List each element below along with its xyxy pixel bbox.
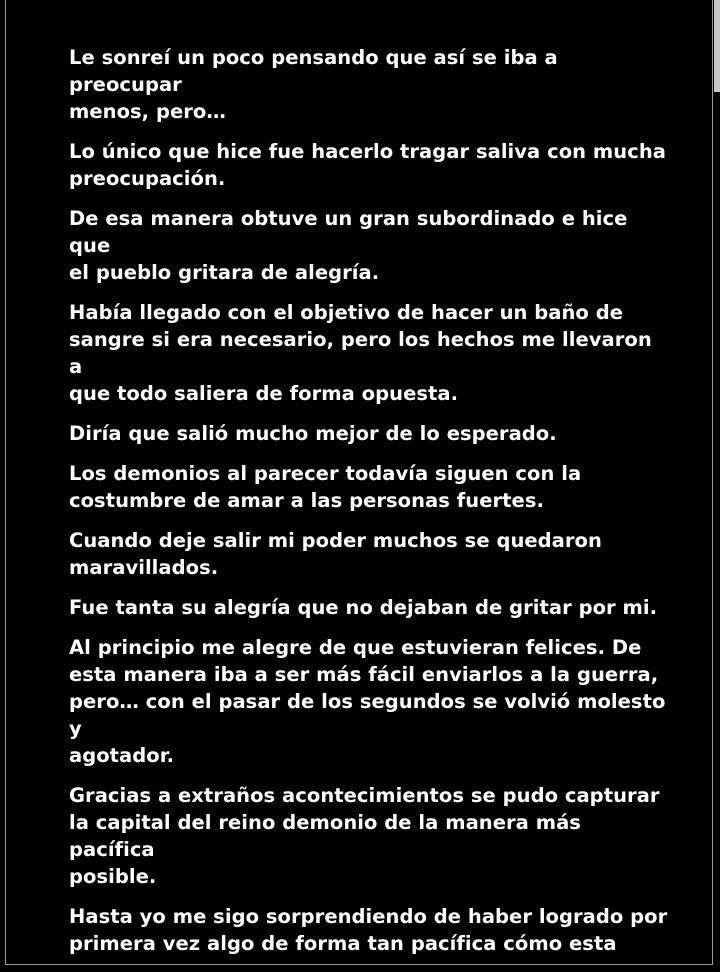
paragraph: Fue tanta su alegría que no dejaban de gritar por mi. (69, 596, 658, 619)
paragraph: Diría que salió mucho mejor de lo esperado. (69, 422, 557, 445)
paragraph: Cuando deje salir mi poder muchos se quedaron maravillados. (69, 529, 602, 579)
paragraph: De esa manera obtuve un gran subordinado e hice que el pueblo gritara de alegría. (69, 207, 628, 284)
paragraph: Gracias a extraños acontecimientos se pudo capturar la capital del reino demonio de la manera más pacífica posible. (69, 784, 660, 888)
paragraph: Había llegado con el objetivo de hacer un baño de sangre si era necesario, pero los hechos me llevaron a que todo saliera de forma opuesta. (69, 301, 652, 405)
vertical-scrollbar[interactable] (714, 0, 720, 972)
paragraph: Le sonreí un poco pensando que así se iba a preocupar menos, pero… (69, 46, 558, 123)
paragraph: Hasta yo me sigo sorprendiendo de haber logrado por primera vez algo de forma tan pacífica cómo esta (69, 905, 668, 955)
paragraph: Los demonios al parecer todavía siguen con la costumbre de amar a las personas fuertes. (69, 462, 582, 512)
paragraph: Lo único que hice fue hacerlo tragar saliva con mucha preocupación. (69, 140, 666, 190)
reading-text-area (69, 44, 669, 970)
paragraph: Al principio me alegre de que estuvieran felices. De esta manera iba a ser más fácil enviarlos a la guerra, pero… con el pasar de los segundos se volvió molesto y agotador. (69, 636, 666, 767)
scrollbar-thumb[interactable] (714, 0, 720, 92)
